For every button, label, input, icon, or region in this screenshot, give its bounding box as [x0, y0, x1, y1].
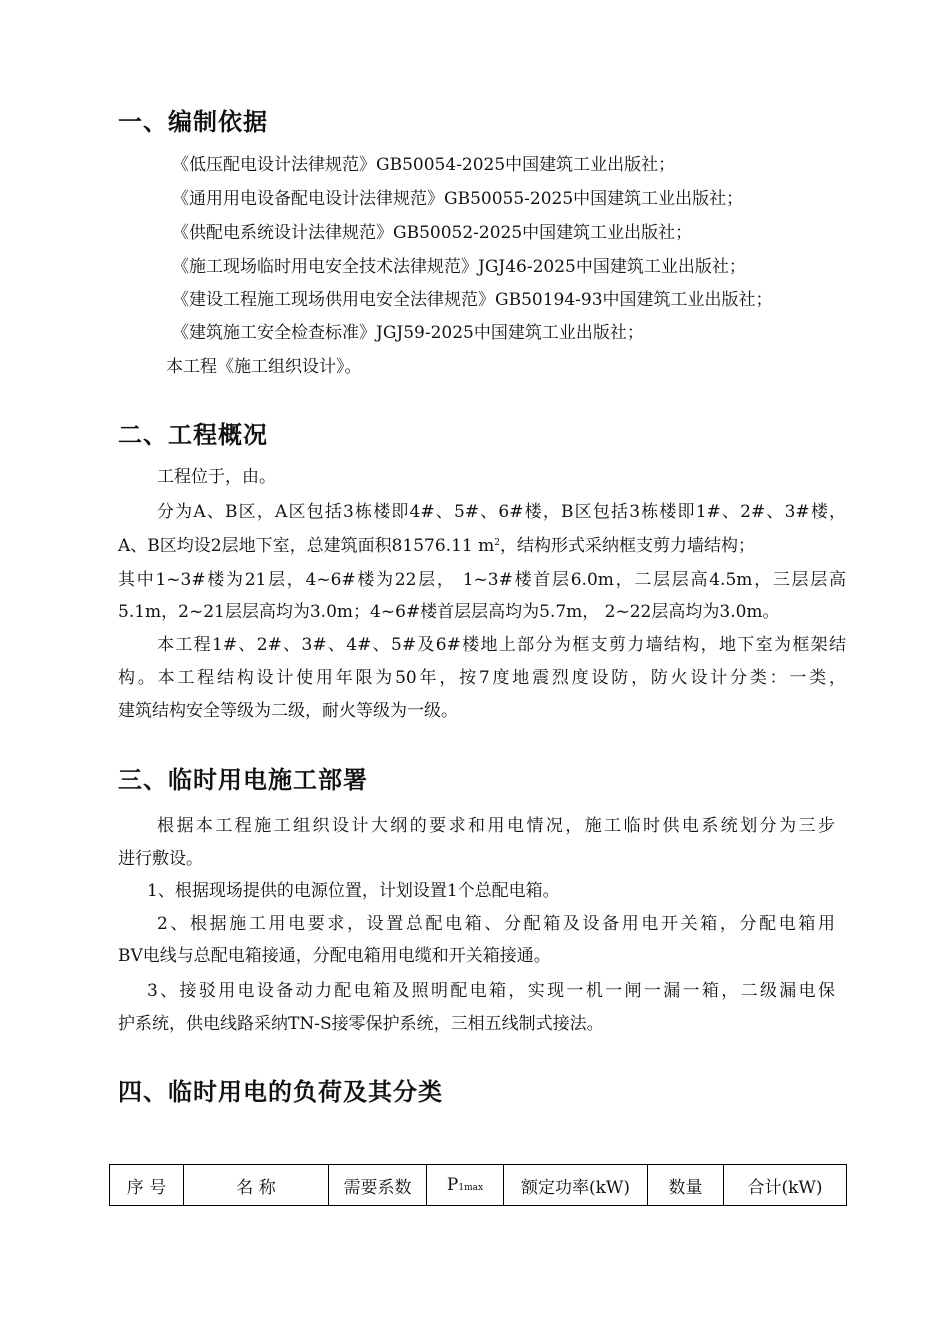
- overview-line: 本工程1#、2#、3#、4#、5#及6#楼地上部分为框支剪力墙结构，地下室为框架结: [157, 635, 846, 655]
- overview-line: 5.1m，2~21层层高均为3.0m；4~6#楼首层层高均为5.7m， 2~22层高均为3.0m。: [118, 602, 780, 622]
- overview-line: 其中1~3#楼为21层，4~6#楼为22层， 1~3#楼首层6.0m，二层层高4.5m，三层层高: [118, 570, 846, 590]
- section-heading-basis: 一、编制依据: [118, 108, 268, 136]
- pmax-symbol: P: [446, 1175, 459, 1195]
- table-header-row: [110, 1165, 847, 1206]
- basis-item: 本工程《施工组织设计》。: [166, 357, 362, 377]
- overview-text: ，结构形式采纳框支剪力墙结构；: [499, 536, 755, 556]
- header-cell-name: 名 称: [184, 1165, 329, 1206]
- overview-line: 工程位于，由。: [157, 467, 276, 487]
- deployment-line: 进行敷设。: [118, 849, 203, 869]
- header-cell-quantity: 数量: [648, 1165, 724, 1206]
- basis-item: 《建设工程施工现场供用电安全法律规范》GB50194-93中国建筑工业出版社；: [172, 290, 773, 310]
- section-heading-deployment: 三、临时用电施工部署: [118, 766, 368, 794]
- header-cell-pmax: [427, 1165, 504, 1206]
- overview-line: 构。本工程结构设计使用年限为50年，按7度地震烈度设防，防火设计分类：一类，: [118, 668, 846, 688]
- pmax-subscript: 1max: [458, 1183, 484, 1193]
- basis-item: 《施工现场临时用电安全技术法律规范》JGJ46-2025中国建筑工业出版社；: [172, 257, 746, 277]
- header-cell-rated-power: 额定功率(kW): [504, 1165, 648, 1206]
- section-heading-load: 四、临时用电的负荷及其分类: [118, 1078, 443, 1106]
- deployment-line: BV电线与总配电箱接通，分配电箱用电缆和开关箱接通。: [118, 946, 551, 966]
- deployment-line: 1、根据现场提供的电源位置，计划设置1个总配电箱。: [147, 881, 560, 901]
- section-heading-overview: 二、工程概况: [118, 421, 268, 449]
- header-cell-index: 序 号: [110, 1165, 184, 1206]
- header-cell-demand-factor: 需要系数: [329, 1165, 427, 1206]
- overview-text: A、B区均设2层地下室，总建筑面积81576.11 m: [118, 536, 495, 556]
- overview-line: [118, 535, 755, 557]
- superscript-unit: 2: [494, 538, 500, 548]
- deployment-line: 护系统，供电线路采纳TN-S接零保护系统，三相五线制式接法。: [118, 1014, 604, 1034]
- basis-item: 《供配电系统设计法律规范》GB50052-2025中国建筑工业出版社；: [172, 223, 693, 243]
- header-cell-total: 合计(kW): [724, 1165, 847, 1206]
- deployment-line: 根据本工程施工组织设计大纲的要求和用电情况，施工临时供电系统划分为三步: [157, 816, 835, 836]
- basis-item: 《建筑施工安全检查标准》JGJ59-2025中国建筑工业出版社；: [172, 323, 644, 343]
- deployment-line: 3、接驳用电设备动力配电箱及照明配电箱，实现一机一闸一漏一箱，二级漏电保: [147, 981, 835, 1001]
- basis-item: 《通用用电设备配电设计法律规范》GB50055-2025中国建筑工业出版社；: [172, 189, 744, 209]
- load-table: [109, 1164, 847, 1206]
- overview-line: 建筑结构安全等级为二级，耐火等级为一级。: [118, 701, 458, 721]
- basis-item: 《低压配电设计法律规范》GB50054-2025中国建筑工业出版社；: [172, 155, 676, 175]
- overview-line: 分为A、B区，A区包括3栋楼即4#、5#、6#楼，B区包括3栋楼即1#、2#、3#楼，: [157, 502, 846, 522]
- deployment-line: 2、根据施工用电要求，设置总配电箱、分配箱及设备用电开关箱，分配电箱用: [157, 914, 835, 934]
